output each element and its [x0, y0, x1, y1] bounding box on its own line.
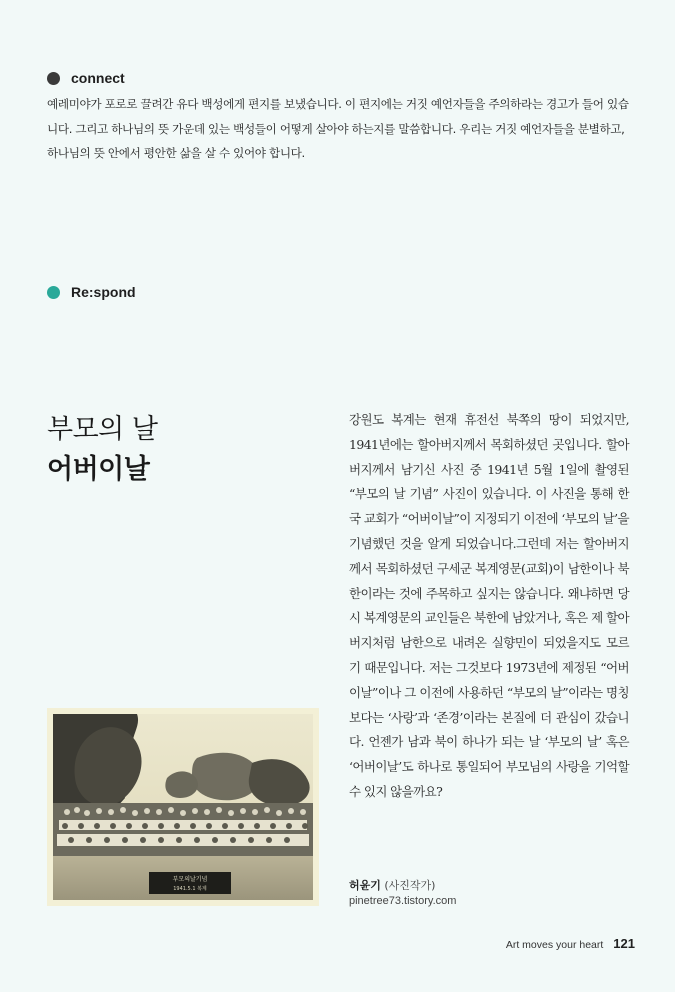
article-body: 강원도 복계는 현재 휴전선 북쪽의 땅이 되었지만, 1941년에는 할아버지께서 목회하셨던 곳입니다. 할아버지께서 남기신 사진 중 1941년 5월 1일에 촬영된 “부모의 날 기념” 사진이 있습니다. 이 사진을 통해 한국 교회가 “어버이날”이 지정되기 이전에 ‘부모의 날’을 기념했던 것을 알게 되었습니다.그런데 저는 할아버지께서 목회하셨던 구세군 복계영문(교회)이 남한이나 북한이라는 것에 주목하고 싶지는 않습니다. 왜냐하면 당시 복계영문의 교인들은 북한에 남았거나, 혹은 제 할아버지처럼 남한으로 내려온 실향민이 되었을지도 모르기 때문입니다. 저는 그것보다 1973년에 제정된 “어버이날”이나 그 이전에 사용하던 “부모의 날”이라는 명칭보다는 ‘사랑’과 ‘존경’이라는 본질에 더 관심이 갔습니다. 언젠가 남과 북이 하나가 되는 날 ‘부모의 날’ 혹은 ‘어버이날’도 하나로 통일되어 부모님의 사랑을 기억할 수 있지 않을까요?: [349, 412, 629, 799]
page-number: 121: [613, 936, 635, 951]
article-title: [47, 410, 157, 490]
connect-paragraph: 예레미야가 포로로 끌려간 유다 백성에게 편지를 보냈습니다. 이 편지에는 거짓 예언자들을 주의하라는 경고가 들어 있습니다. 그리고 하나님의 뜻 가운데 있는 백성들이 어떻게 살아야 하는지를 말씀합니다. 우리는 거짓 예언자들을 분별하고, 하나님의 뜻 안에서 평안한 삶을 살 수 있어야 합니다.: [47, 97, 629, 160]
page-footer: [506, 936, 635, 951]
historic-group-photo: [47, 708, 319, 906]
respond-heading: [47, 284, 136, 300]
photo-sign-line2: 1941.5.1 복계: [173, 886, 207, 892]
connect-label: connect: [71, 70, 125, 86]
article-title-line2: 어버이날: [47, 454, 150, 485]
group-photo-image: [47, 708, 319, 906]
author-name: 허윤기: [349, 879, 381, 892]
author-role: (사진작가): [384, 879, 436, 892]
photo-sign-line1: 부모의날기념: [172, 876, 208, 883]
article-title-line1: 부모의 날: [47, 414, 158, 445]
respond-label: Re:spond: [71, 284, 136, 300]
author-url: pinetree73.tistory.com: [349, 895, 457, 907]
author-credit: [349, 877, 435, 893]
footer-tagline: Art moves your heart: [505, 939, 604, 951]
connect-heading: [47, 70, 125, 86]
connect-bullet-icon: [47, 72, 60, 85]
respond-bullet-icon: [47, 286, 60, 299]
